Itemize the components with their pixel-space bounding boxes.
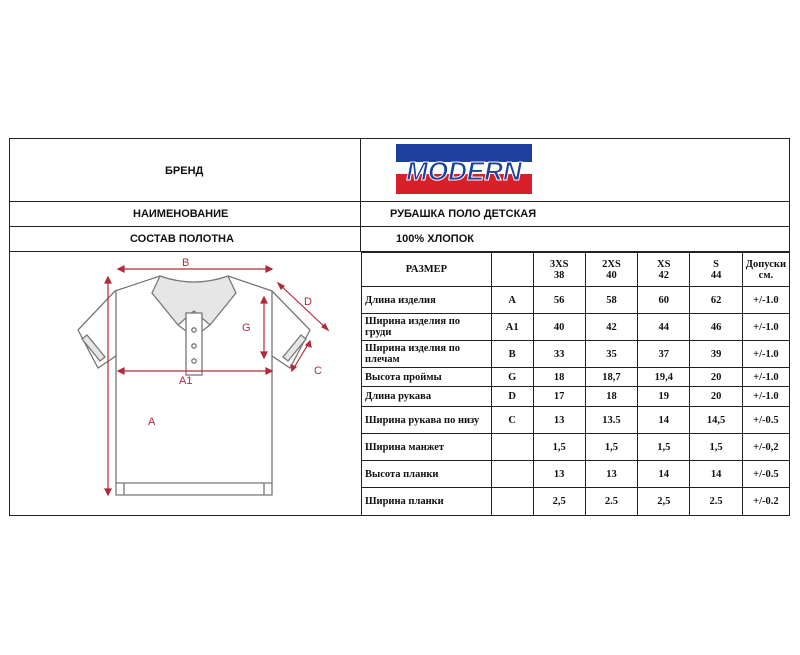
measurement-value: 37 <box>638 341 690 368</box>
size-table <box>361 252 790 516</box>
table-row <box>362 488 790 516</box>
measurement-code: A <box>491 287 533 314</box>
table-row <box>362 407 790 434</box>
table-row <box>362 314 790 341</box>
table-row <box>362 368 790 387</box>
measurement-value: 19 <box>638 387 690 407</box>
label-g: G <box>242 322 251 334</box>
measurement-value: 1,5 <box>690 434 742 461</box>
measurement-value: 20 <box>690 387 742 407</box>
measurement-code: C <box>491 407 533 434</box>
measurement-value: 18 <box>585 387 637 407</box>
table-row <box>362 287 790 314</box>
logo-text: MODERN <box>406 156 522 186</box>
measurement-value: 18 <box>533 368 585 387</box>
fabric-value: 100% ХЛОПОК <box>396 233 474 245</box>
measurement-value: 14,5 <box>690 407 742 434</box>
measurement-value: 13.5 <box>585 407 637 434</box>
measurement-value: 18,7 <box>585 368 637 387</box>
size-number: 38 <box>553 269 565 281</box>
name-label: НАИМЕНОВАНИЕ <box>133 208 229 220</box>
label-a1: A1 <box>179 375 193 387</box>
measurement-value: 39 <box>690 341 742 368</box>
measurement-value: 40 <box>533 314 585 341</box>
measurement-value: 2.5 <box>585 488 637 516</box>
tolerance-value: +/-1.0 <box>742 368 789 387</box>
label-b: B <box>182 257 190 269</box>
measurement-value: 46 <box>690 314 742 341</box>
size-code: XS <box>657 258 671 270</box>
measurement-value: 33 <box>533 341 585 368</box>
measurement-value: 20 <box>690 368 742 387</box>
tolerance-value: +/-0.5 <box>742 407 789 434</box>
measurement-value: 13 <box>585 461 637 488</box>
tolerance-header: Допуски см. <box>742 253 789 287</box>
size-column-header <box>690 253 742 287</box>
shirt-diagram <box>10 253 360 516</box>
measurement-value: 19,4 <box>638 368 690 387</box>
measurement-value: 14 <box>690 461 742 488</box>
measurement-value: 2,5 <box>533 488 585 516</box>
tolerance-value: +/-0.5 <box>742 461 789 488</box>
measurement-name: Высота планки <box>362 461 492 488</box>
tolerance-value: +/-1.0 <box>742 314 789 341</box>
measurement-value: 1,5 <box>638 434 690 461</box>
measurement-name: Ширина манжет <box>362 434 492 461</box>
fabric-label: СОСТАВ ПОЛОТНА <box>130 233 234 245</box>
brand-row <box>10 139 789 202</box>
size-number: 40 <box>606 269 617 281</box>
table-row <box>362 341 790 368</box>
measurement-name: Длина рукава <box>362 387 492 407</box>
measurement-name: Ширина рукава по низу <box>362 407 492 434</box>
measurement-name: Высота проймы <box>362 368 492 387</box>
measurement-value: 13 <box>533 461 585 488</box>
measurement-value: 56 <box>533 287 585 314</box>
measurement-value: 1,5 <box>533 434 585 461</box>
label-c: C <box>314 365 322 377</box>
tolerance-value: +/-1.0 <box>742 287 789 314</box>
measurement-value: 35 <box>585 341 637 368</box>
size-code: 2XS <box>602 258 621 270</box>
measurement-code: A1 <box>491 314 533 341</box>
size-column-header <box>585 253 637 287</box>
measurement-value: 17 <box>533 387 585 407</box>
measurement-value: 62 <box>690 287 742 314</box>
measurement-value: 58 <box>585 287 637 314</box>
measurement-code <box>491 434 533 461</box>
size-column-header <box>638 253 690 287</box>
name-value: РУБАШКА ПОЛО ДЕТСКАЯ <box>390 208 537 220</box>
measurement-name: Ширина планки <box>362 488 492 516</box>
modern-logo <box>396 144 532 194</box>
measurement-value: 13 <box>533 407 585 434</box>
brand-label: БРЕНД <box>165 165 204 177</box>
measurement-value: 14 <box>638 461 690 488</box>
measurement-name: Ширина изделия по плечам <box>362 341 492 368</box>
table-row <box>362 434 790 461</box>
measurement-code <box>491 488 533 516</box>
size-header: РАЗМЕР <box>362 253 492 287</box>
measurement-value: 60 <box>638 287 690 314</box>
polo-shirt-drawing <box>10 253 360 516</box>
measurement-value: 42 <box>585 314 637 341</box>
size-code: 3XS <box>549 258 569 270</box>
table-row <box>362 387 790 407</box>
product-name-row <box>10 202 789 227</box>
size-column-header <box>533 253 585 287</box>
measurement-value: 1,5 <box>585 434 637 461</box>
measurement-name: Ширина изделия по груди <box>362 314 492 341</box>
tolerance-value: +/-1.0 <box>742 387 789 407</box>
measurement-value: 14 <box>638 407 690 434</box>
measurement-code: D <box>491 387 533 407</box>
measurement-code: B <box>491 341 533 368</box>
tolerance-value: +/-0.2 <box>742 488 789 516</box>
size-number: 42 <box>658 269 670 281</box>
measurement-value: 44 <box>638 314 690 341</box>
measurement-name: Длина изделия <box>362 287 492 314</box>
measurement-code <box>491 461 533 488</box>
table-header-row <box>362 253 790 287</box>
code-header <box>491 253 533 287</box>
measurement-value: 2,5 <box>638 488 690 516</box>
measurement-code: G <box>491 368 533 387</box>
tolerance-value: +/-1.0 <box>742 341 789 368</box>
fabric-row <box>10 227 789 252</box>
size-code: S <box>713 258 720 270</box>
label-d: D <box>304 296 312 308</box>
tolerance-value: +/-0,2 <box>742 434 789 461</box>
size-chart-sheet <box>9 138 790 516</box>
table-row <box>362 461 790 488</box>
measurement-value: 2.5 <box>690 488 742 516</box>
size-number: 44 <box>710 269 722 281</box>
label-a: A <box>148 416 156 428</box>
